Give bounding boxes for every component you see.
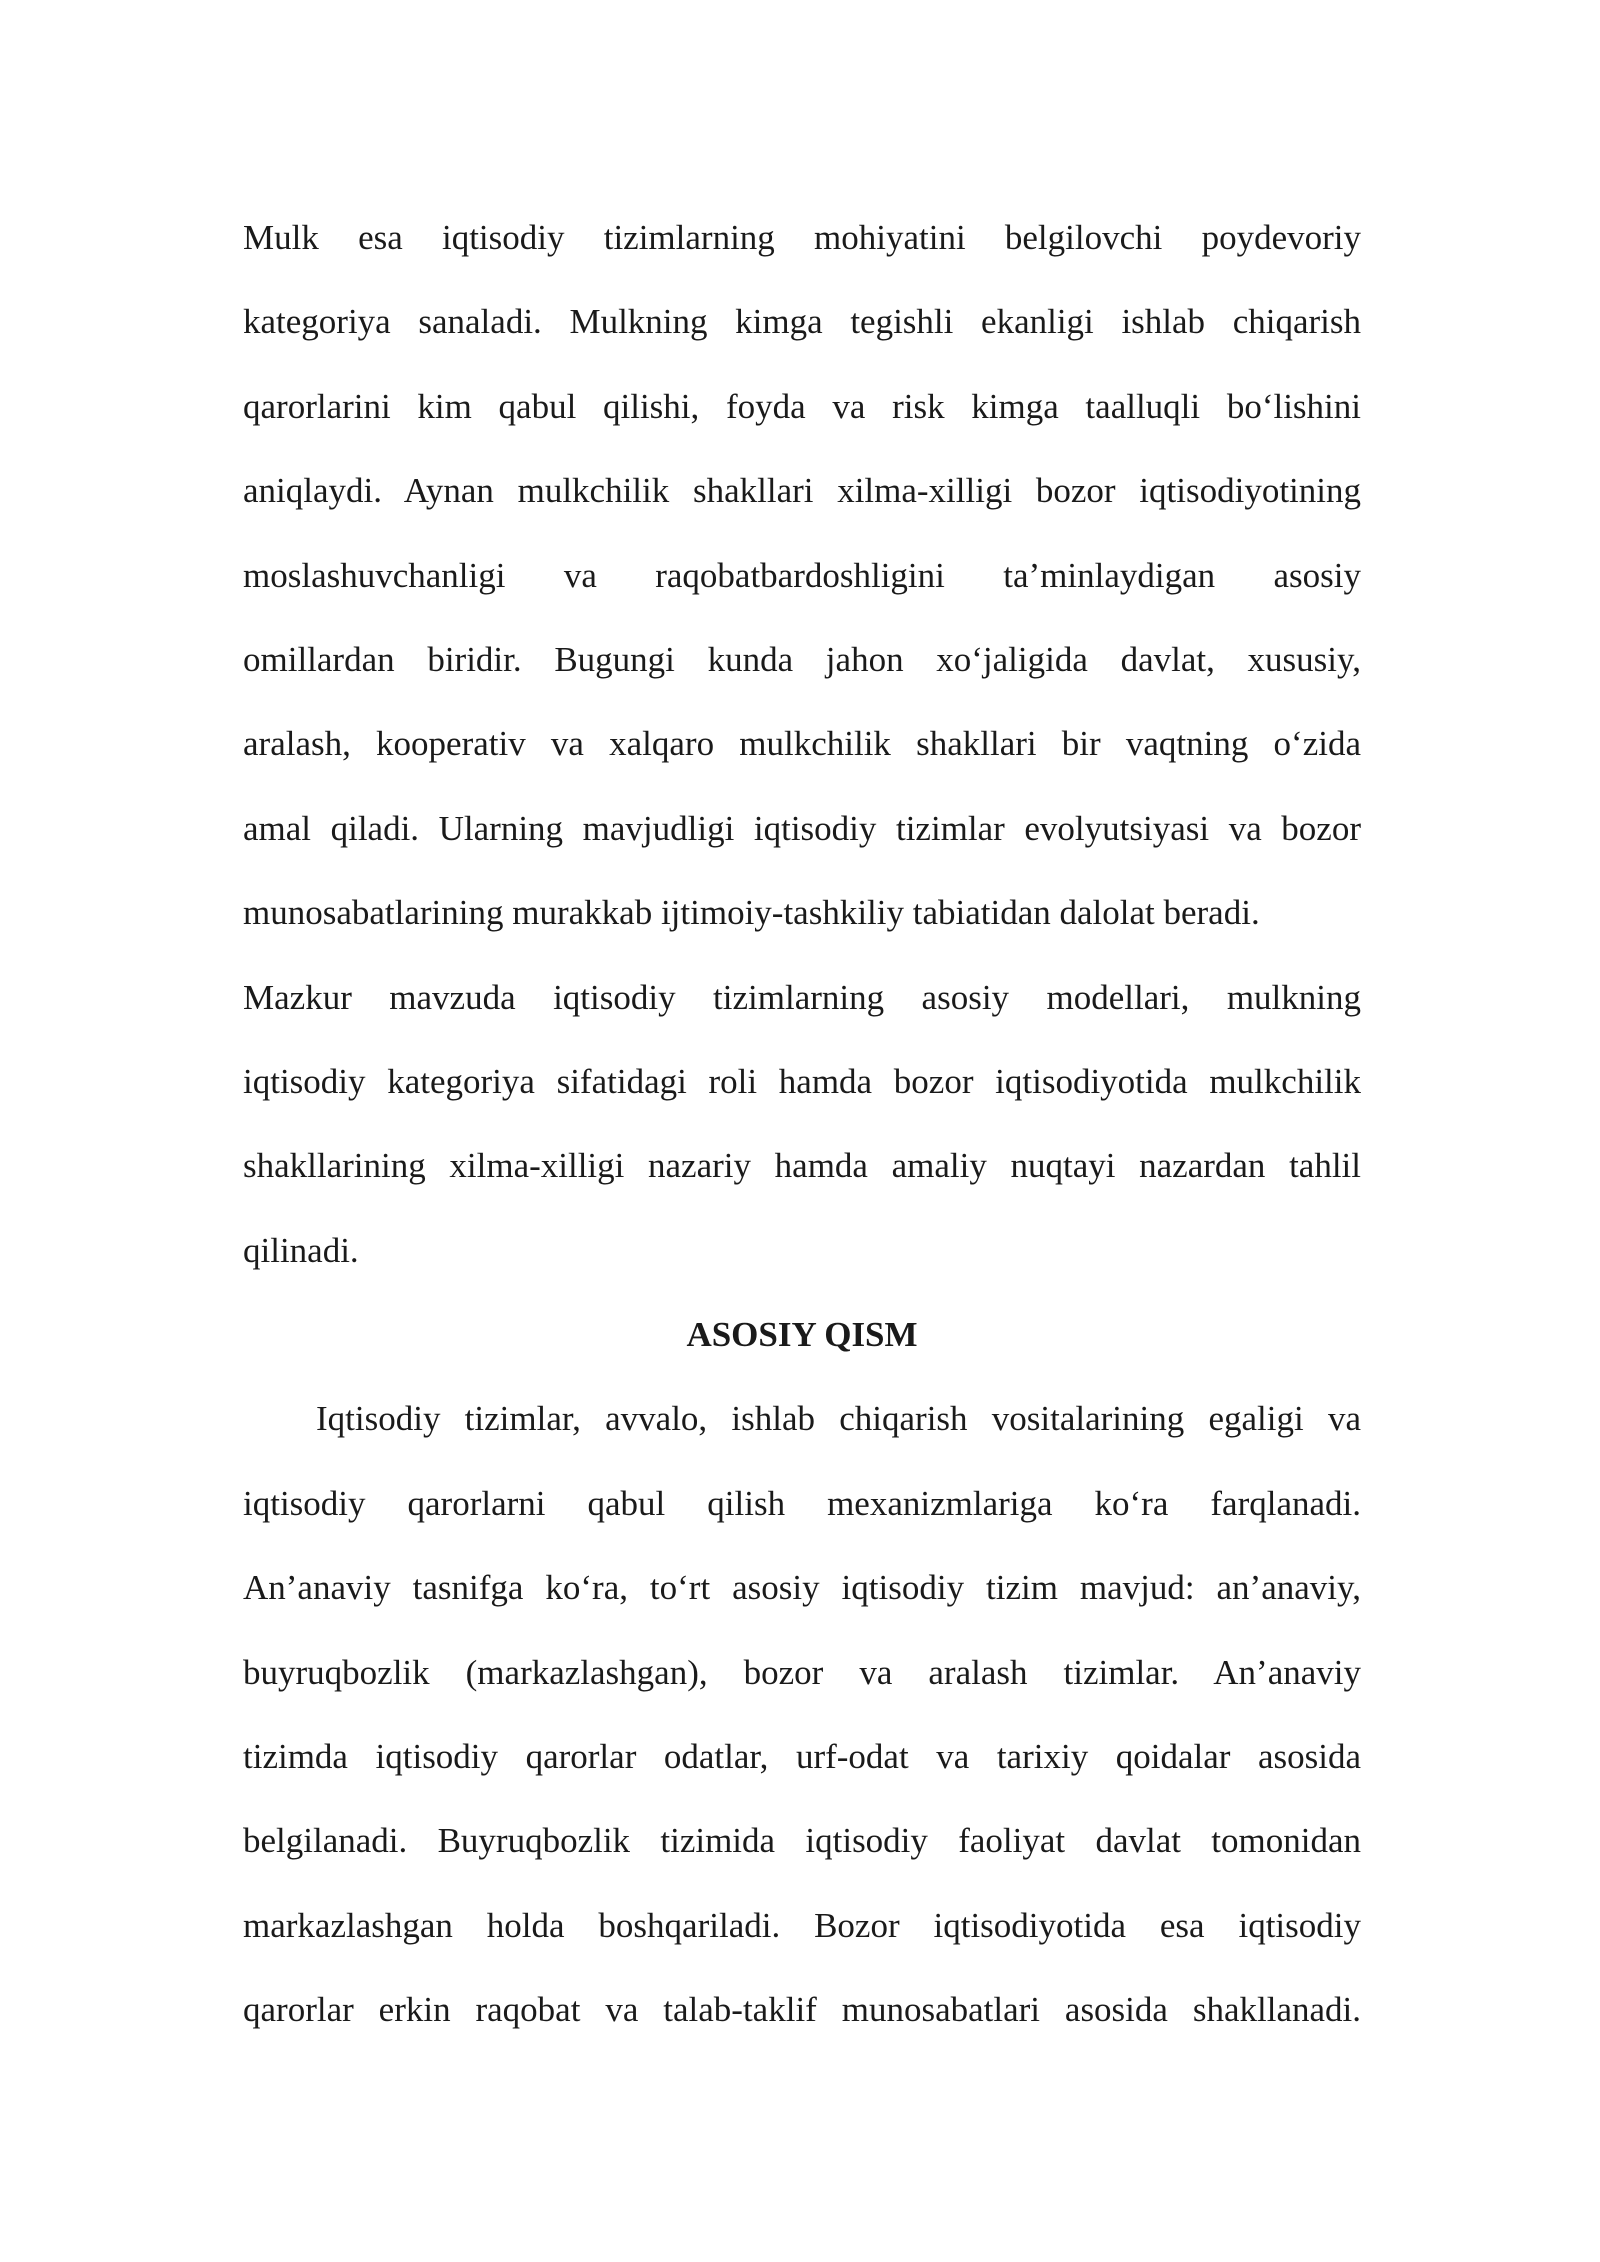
text-line: omillardan biridir. Bugungi kunda jahon xo‘jaligida davlat, xususiy, — [243, 639, 1361, 679]
text-line: munosabatlarining murakkab ijtimoiy-tashkiliy tabiatidan dalolat beradi. — [243, 893, 1260, 933]
text-line: buyruqbozlik (markazlashgan), bozor va aralash tizimlar. An’anaviy — [243, 1652, 1361, 1692]
text-line: Iqtisodiy tizimlar, avvalo, ishlab chiqarish vositalarining egaligi va — [316, 1399, 1361, 1439]
text-line: aniqlaydi. Aynan mulkchilik shakllari xilma-xilligi bozor iqtisodiyotining — [243, 471, 1361, 511]
paragraph-intro — [243, 196, 1361, 956]
text-line: iqtisodiy qarorlarni qabul qilish mexanizmlariga ko‘ra farqlanadi. — [243, 1483, 1361, 1523]
text-line: qarorlar erkin raqobat va talab-taklif munosabatlari asosida shakllanadi. — [243, 1990, 1361, 2030]
text-line: An’anaviy tasnifga ko‘ra, to‘rt asosiy iqtisodiy tizim mavjud: an’anaviy, — [243, 1568, 1361, 1608]
text-line: aralash, kooperativ va xalqaro mulkchilik shakllari bir vaqtning o‘zida — [243, 724, 1361, 764]
text-line: moslashuvchanligi va raqobatbardoshligini ta’minlaydigan asosiy — [243, 555, 1361, 595]
text-line: qilinadi. — [243, 1230, 359, 1270]
document-body — [243, 196, 1361, 2053]
paragraph-scope — [243, 956, 1361, 1294]
paragraph-main — [243, 1377, 1361, 2052]
section-heading: ASOSIY QISM — [686, 1315, 918, 1355]
text-line: amal qiladi. Ularning mavjudligi iqtisodiy tizimlar evolyutsiyasi va bozor — [243, 808, 1361, 848]
text-line: Mazkur mavzuda iqtisodiy tizimlarning asosiy modellari, mulkning — [243, 977, 1361, 1017]
text-line: markazlashgan holda boshqariladi. Bozor iqtisodiyotida esa iqtisodiy — [243, 1905, 1361, 1945]
text-line: qarorlarini kim qabul qilishi, foyda va risk kimga taalluqli bo‘lishini — [243, 386, 1361, 426]
text-line: shakllarining xilma-xilligi nazariy hamda amaliy nuqtayi nazardan tahlil — [243, 1146, 1361, 1186]
text-line: belgilanadi. Buyruqbozlik tizimida iqtisodiy faoliyat davlat tomonidan — [243, 1821, 1361, 1861]
text-line: kategoriya sanaladi. Mulkning kimga tegishli ekanligi ishlab chiqarish — [243, 302, 1361, 342]
text-line: tizimda iqtisodiy qarorlar odatlar, urf-odat va tarixiy qoidalar asosida — [243, 1737, 1361, 1777]
text-line: iqtisodiy kategoriya sifatidagi roli hamda bozor iqtisodiyotida mulkchilik — [243, 1061, 1361, 1101]
text-line: Mulk esa iqtisodiy tizimlarning mohiyatini belgilovchi poydevoriy — [243, 218, 1361, 257]
